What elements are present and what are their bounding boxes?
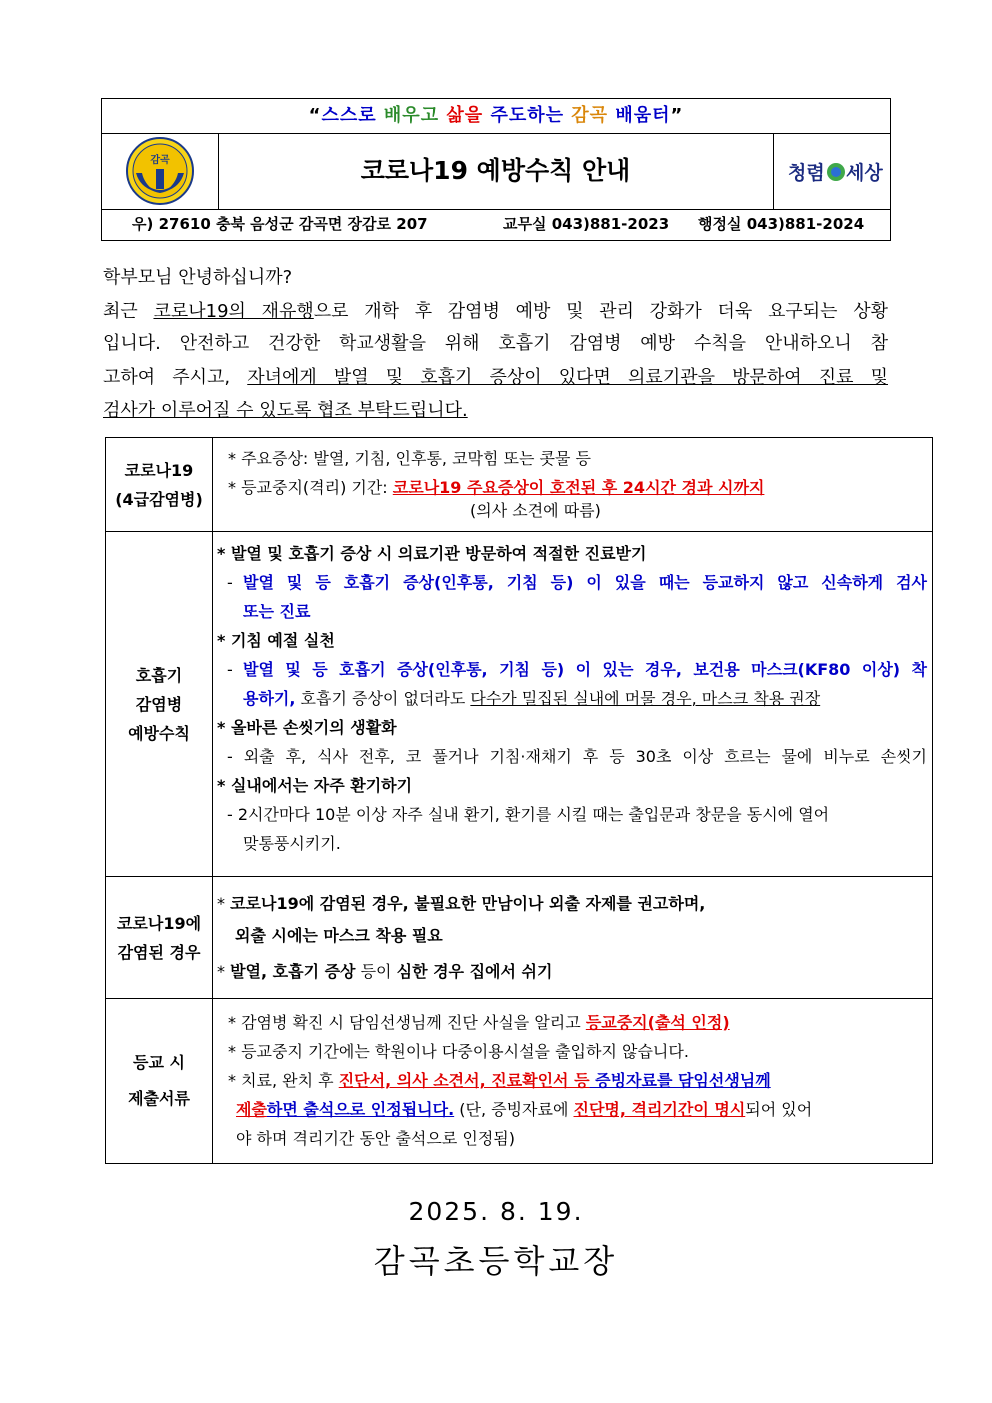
motto-word: 배우고 xyxy=(383,105,440,126)
document-rule: 야 하며 격리기간 동안 출석으로 인정됨) xyxy=(236,1129,515,1148)
intro-line: 입니다. 안전하고 건강한 학교생활을 위해 호흡기 감염병 예방 수칙을 안내하오니 참 xyxy=(103,333,888,354)
motto-word: 주도하는 xyxy=(490,105,564,126)
guidelines-table xyxy=(105,437,933,1164)
integrity-brand-cell xyxy=(773,133,890,209)
title-row xyxy=(102,133,890,210)
rule-detail: - 외출 후, 식사 전후, 코 풀거나 기침·재채기 후 등 30초 이상 흐르는 물에 비누로 손씻기 xyxy=(227,747,927,766)
academic-office-phone: 교무실 043)881-2023 xyxy=(503,215,670,233)
intro-line xyxy=(103,298,888,326)
intro-emphasis: 검사가 이루어질 수 있도록 협조 부탁드립니다. xyxy=(103,400,468,421)
row-label: 등교 시 제출서류 xyxy=(106,999,213,1163)
row-label: 호흡기 감염병 예방수칙 xyxy=(106,532,213,876)
svg-text:청렴: 청렴 xyxy=(788,162,825,184)
document-rule: 제출하면 출석으로 인정됩니다. (단, 증빙자료에 진단명, 격리기간이 명시되어 있어 xyxy=(236,1100,813,1119)
motto-word: 스스로 xyxy=(321,105,377,126)
infected-advice: 외출 시에는 마스크 착용 필요 xyxy=(235,926,443,945)
rule-heading: * 기침 예절 실천 xyxy=(217,631,335,650)
svg-text:세상: 세상 xyxy=(846,162,883,184)
symptoms-text: * 주요증상: 발열, 기침, 인후통, 코막힘 또는 콧물 등 xyxy=(228,449,592,468)
rule-heading: * 올바른 손씻기의 생활화 xyxy=(217,718,397,737)
intro-text: 최근 xyxy=(103,301,154,322)
intro-emphasis: 코로나19의 재유행 xyxy=(153,301,314,322)
document-rule: * 등교중지 기간에는 학원이나 다중이용시설을 출입하지 않습니다. xyxy=(228,1042,689,1061)
rule-heading: * 실내에서는 자주 환기하기 xyxy=(217,776,413,795)
principal-signature: 감곡초등학교장 xyxy=(373,1242,619,1280)
motto-word: 삶을 xyxy=(446,105,484,126)
integrity-world-logo-icon xyxy=(774,133,891,209)
rule-dash: - xyxy=(227,660,233,679)
school-emblem-icon xyxy=(102,133,219,209)
infected-advice: * 발열, 호흡기 증상 등이 심한 경우 집에서 쉬기 xyxy=(217,962,553,981)
row-content xyxy=(213,532,932,876)
rule-detail: - 2시간마다 10분 이상 자주 실내 환기, 환기를 시킬 때는 출입문과 창문을 동시에 열어 xyxy=(227,805,830,824)
document-rule: * 감염병 확진 시 담임선생님께 진단 사실을 알리고 등교중지(출석 인정) xyxy=(228,1013,730,1032)
absence-period-highlight: 코로나19 주요증상이 호전된 후 24시간 경과 시까지 xyxy=(392,478,765,497)
doctor-opinion-note: (의사 소견에 따름) xyxy=(470,501,601,520)
intro-emphasis: 자녀에게 발열 및 호흡기 증상이 있다면 의료기관을 방문하여 진료 및 xyxy=(247,367,888,388)
motto-word: 감곡 xyxy=(571,105,609,126)
rule-detail: 용하기, 호흡기 증상이 없더라도 다수가 밀집된 실내에 머물 경우, 마스크 착용 권장 xyxy=(243,689,821,708)
rule-detail: 발열 및 등 호흡기 증상(인후통, 기침 등) 이 있는 경우, 보건용 마스크(KF80 이상) 착 xyxy=(243,660,927,679)
school-motto xyxy=(102,99,890,134)
contact-info xyxy=(102,209,890,240)
row-content xyxy=(213,999,932,1163)
row-label: 코로나19 (4급감염병) xyxy=(106,438,213,531)
motto-word: 배움터 xyxy=(615,105,671,126)
rule-dash: - xyxy=(227,573,233,592)
issue-date: 2025. 8. 19. xyxy=(408,1197,584,1226)
intro-text: 으로 개학 후 감염병 예방 및 관리 강화가 더욱 요구되는 상황 xyxy=(313,301,888,322)
row-content xyxy=(213,438,932,531)
motto-close-quote: ” xyxy=(670,105,684,126)
document-rule: * 치료, 완치 후 진단서, 의사 소견서, 진료확인서 등 증빙자료를 담임선생님께 xyxy=(228,1071,771,1090)
school-logo-cell xyxy=(102,133,219,209)
letterhead xyxy=(101,98,891,241)
table-row-covid xyxy=(106,438,932,531)
rule-detail: 발열 및 등 호흡기 증상(인후통, 기침 등) 이 있을 때는 등교하지 않고 신속하게 검사 xyxy=(243,573,927,592)
rule-detail: 또는 진료 xyxy=(243,602,311,621)
document-title: 코로나19 예방수칙 안내 xyxy=(360,156,631,185)
table-row-documents xyxy=(106,998,932,1163)
intro-line xyxy=(103,397,888,425)
table-row-infected xyxy=(106,876,932,998)
table-row-prevention xyxy=(106,531,932,876)
infected-advice: * 코로나19에 감염된 경우, 불필요한 만남이나 외출 자제를 권고하며, xyxy=(217,894,706,913)
school-address: 우) 27610 충북 음성군 감곡면 장감로 207 xyxy=(132,215,428,233)
admin-office-phone: 행정실 043)881-2024 xyxy=(698,215,865,233)
row-content xyxy=(213,877,932,998)
rule-detail: 맞통풍시키기. xyxy=(243,834,341,853)
row-label: 코로나19에 감염된 경우 xyxy=(106,877,213,998)
absence-period: * 등교중지(격리) 기간: 코로나19 주요증상이 호전된 후 24시간 경과 시까지 xyxy=(228,478,765,497)
rule-heading: * 발열 및 호흡기 증상 시 의료기관 방문하여 적절한 진료받기 xyxy=(217,544,647,563)
greeting: 학부모님 안녕하십니까? xyxy=(103,267,293,288)
intro-text: 고하여 주시고, xyxy=(103,367,248,388)
svg-text:감곡: 감곡 xyxy=(150,155,170,166)
intro-line xyxy=(103,364,888,392)
motto-open-quote: “ xyxy=(308,105,322,126)
